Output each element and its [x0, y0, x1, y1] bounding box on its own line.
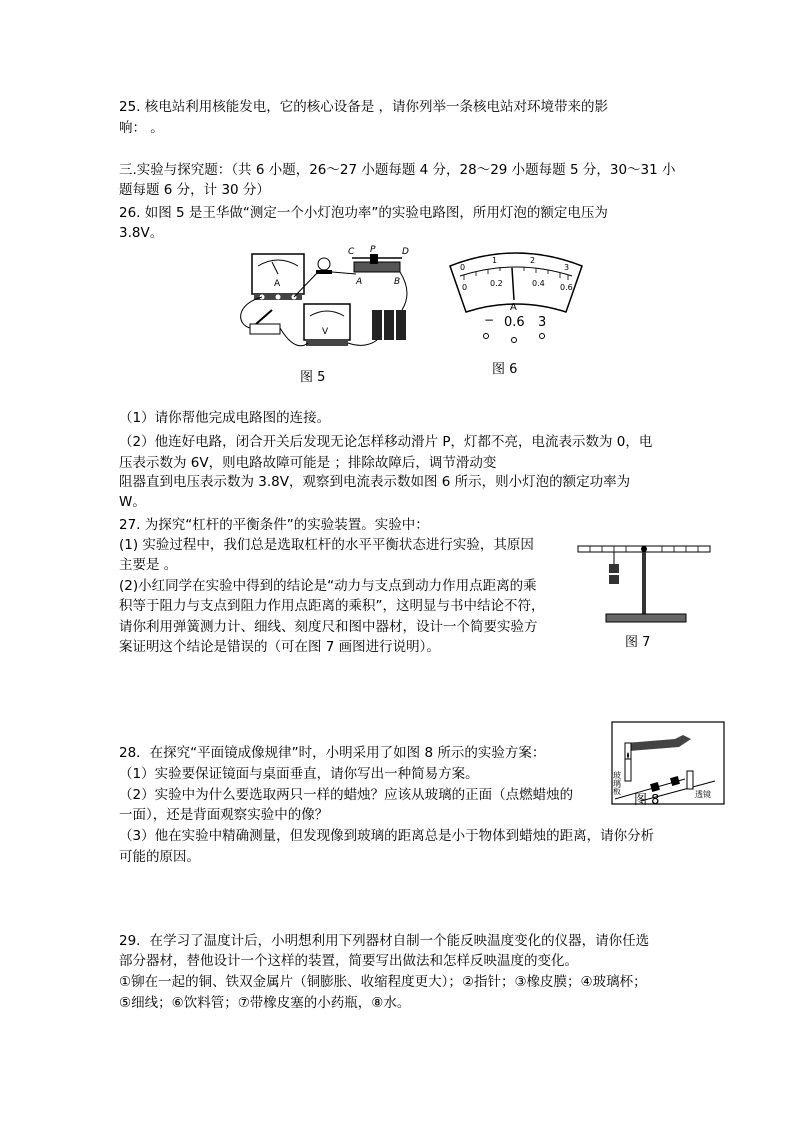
voltmeter-label: V [322, 327, 329, 337]
lever-stand [642, 552, 646, 614]
q27-line6: 请你利用弹簧测力计、细线、刻度尺和图中器材，设计一个简要实验方 [119, 619, 538, 635]
figure8-board-label: 透镜 [695, 790, 711, 799]
rheostat-label-p: P [370, 245, 376, 255]
battery-cell-2 [384, 310, 394, 340]
dial-unit: A [510, 302, 517, 313]
q26-sub2-line2: 压表示数为 6V，则电路故障可能是 ；排除故障后，调节滑动变 [119, 455, 497, 471]
dial-top-1: 1 [492, 256, 498, 265]
figure5-circuit [232, 244, 422, 356]
weight-1 [609, 564, 619, 573]
q28-line2: （1）实验要保证镜面与桌面垂直，请你写出一种简易方案。 [119, 766, 479, 782]
q26-sub1: （1）请你帮他完成电路图的连接。 [119, 410, 331, 426]
dial-top-2: 2 [530, 256, 536, 265]
q28-line4: 一面），还是背面观察实验中的像？ [119, 807, 329, 823]
rheostat-label-d: D [402, 247, 409, 257]
terminal-3: 3 [538, 315, 547, 330]
lamp-icon [318, 258, 330, 270]
figure7-lever [576, 530, 716, 630]
q29-line3: ①铆在一起的铜、铁双金属片（铜膨胀、收缩程度更大）；②指针；③橡皮膜；④玻璃杯； [119, 974, 647, 990]
q27-line3: 主要是 。 [119, 557, 178, 573]
dial-top-3: 3 [564, 263, 570, 272]
q27-line7: 案证明这个结论是错误的（可在图 7 画图进行说明）。 [119, 639, 440, 655]
q29-line2: 部分器材，替他设计一个这样的装置，简要写出做法和怎样反映温度的变化。 [119, 953, 578, 969]
dial-bottom-0: 0 [462, 283, 468, 292]
terminal-minus: − [484, 313, 495, 327]
q29-line1: 29．在学习了温度计后，小明想利用下列器材自制一个能反映温度变化的仪器，请你任选 [119, 933, 650, 949]
terminal-0-6: 0.6 [504, 315, 525, 330]
battery-cell-1 [372, 310, 382, 340]
q27-line1: 27. 为探究“杠杆的平衡条件”的实验装置。实验中： [119, 517, 429, 533]
figure8-caption: 图 8 [634, 793, 660, 808]
figure5-caption: 图 5 [300, 370, 326, 385]
figure8-plane-mirror [611, 721, 725, 805]
q26-sub2-line4: W。 [119, 494, 146, 510]
dial-top-0: 0 [460, 263, 466, 272]
dial-bottom-02: 0.2 [490, 279, 503, 288]
q27-line4: (2)小红同学在实验中得到的结论是“动力与支点到动力作用点距离的乘 [119, 578, 537, 594]
figure6-ammeter-dial [446, 246, 586, 346]
q25-line1: 25. 核电站利用核能发电，它的核心设备是 ，请你列举一条核电站对环境带来的影 [119, 99, 609, 115]
battery-cell-3 [396, 310, 406, 340]
rheostat-label-a: A [356, 277, 363, 287]
q28-line6: 可能的原因。 [119, 849, 200, 865]
figure8-glass-label: 玻璃板 [612, 771, 622, 795]
rheostat-label-b: B [394, 277, 401, 287]
q28-line1: 28．在探究“平面镜成像规律”时，小明采用了如图 8 所示的实验方案： [119, 745, 546, 761]
q25-line2: 响： 。 [119, 120, 164, 136]
candle-left [625, 759, 631, 781]
candle-right [687, 771, 693, 789]
q26-line1: 26. 如图 5 是王华做“测定一个小灯泡功率”的实验电路图，所用灯泡的额定电压为 [119, 205, 608, 221]
lever-base [606, 614, 686, 622]
figure7-caption: 图 7 [625, 635, 651, 650]
q26-line2: 3.8V。 [119, 225, 164, 241]
figure6-caption: 图 6 [492, 362, 518, 377]
weight-2 [609, 575, 619, 584]
q29-line4: ⑤细线；⑥饮料管；⑦带橡皮塞的小药瓶，⑧水。 [119, 995, 411, 1011]
rheostat-label-c: C [348, 247, 355, 257]
ammeter-label: A [274, 279, 281, 289]
q27-line2: (1) 实验过程中，我们总是选取杠杆的水平平衡状态进行实验，其原因 [119, 537, 534, 553]
dial-bottom-06: 0.6 [560, 283, 573, 292]
q28-line5: （3）他在实验中精确测量，但发现像到玻璃的距离总是小于物体到蜡烛的距离，请你分析 [119, 828, 655, 844]
section3-heading-line2: 题每题 6 分，计 30 分） [119, 182, 270, 198]
q26-sub2-line3: 阻器直到电压表示数为 3.8V，观察到电流表示数如图 6 所示，则小灯泡的额定功率为 [119, 474, 631, 490]
q26-sub2-line1: （2）他连好电路，闭合开关后发现无论怎样移动滑片 P，灯都不亮，电流表示数为 0，电 [119, 434, 653, 450]
section3-heading-line1: 三.实验与探究题：（共 6 小题，26～27 小题每题 4 分，28～29 小题每题 5 分，30～31 小 [119, 162, 676, 178]
q27-line5: 积等于阻力与支点到阻力作用点距离的乘积”，这明显与书中结论不符， [119, 598, 545, 614]
q28-line3: （2）实验中为什么要选取两只一样的蜡烛？应该从玻璃的正面（点燃蜡烛的 [119, 787, 574, 803]
dial-bottom-04: 0.4 [532, 279, 545, 288]
switch-base [250, 324, 280, 334]
